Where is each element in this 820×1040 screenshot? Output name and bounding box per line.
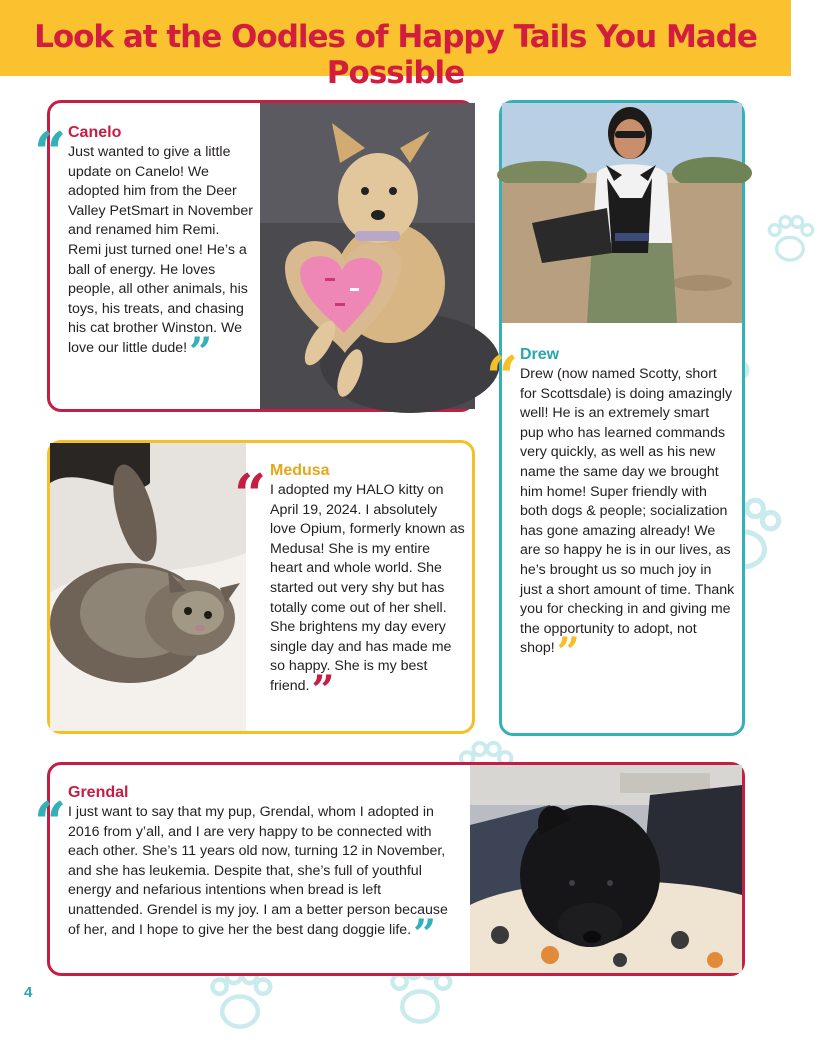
story-text: Just wanted to give a little update on Canelo! We adopted him from the Deer Valley PetSmart in November and renamed him Remi. Remi just turned one! He’s a ball of energy. He loves people, all other animals, his toys, his treats, and chasing his cat brother Winston. We love our little dude! xyxy=(68,144,254,356)
story-card-canelo xyxy=(34,100,475,412)
fluffy-cat-photo xyxy=(50,443,246,731)
close-quote-icon: ” xyxy=(413,910,437,958)
close-quote-icon: ” xyxy=(556,629,580,677)
close-quote-icon: ” xyxy=(311,666,335,714)
page-header xyxy=(0,0,791,91)
story-text: I just want to say that my pup, Grendal, whom I adopted in 2016 from y’all, and I are very happy to be connected with each other. She’s 11 years old now, turning 12 in November, and she has leukemia. Despite that, she’s full of youthful energy and nefarious intentions when bread is left unattended. Grendel is my joy. I am a better person because of her, and I hope to give her the best dang doggie life. xyxy=(68,804,448,938)
story-card-medusa xyxy=(47,440,475,734)
open-quote-icon: “ xyxy=(34,790,67,856)
page-number: 4 xyxy=(24,984,33,1001)
story-name: Drew xyxy=(520,346,560,363)
story-name: Canelo xyxy=(68,124,122,141)
open-quote-icon: “ xyxy=(486,344,519,410)
dog-with-heart-toy-photo xyxy=(260,103,475,409)
story-name: Grendal xyxy=(68,784,129,801)
page-title: Look at the Oodles of Happy Tails You Made Possible xyxy=(34,19,757,91)
black-dog-on-pillow-photo xyxy=(470,765,742,973)
story-card-drew xyxy=(486,100,745,736)
open-quote-icon: “ xyxy=(234,462,267,528)
story-name: Medusa xyxy=(270,462,330,479)
paw-print-icon xyxy=(760,210,820,270)
story-text: Drew (now named Scotty, short for Scottsdale) is doing amazingly well! He is an extremely smart pup who has learned commands very quickly, as well as his new name the same day we brought him home! Super friendly with both dogs & people; socialization has gone amazing already! We are so happy he is in our lives, as he’s brought us so much joy in just a short amount of time. Thank you for checking in and giving me the opportunity to adopt, not shop! xyxy=(520,366,735,657)
woman-with-black-puppy-photo xyxy=(502,103,742,323)
story-card-grendal xyxy=(34,762,745,976)
open-quote-icon: “ xyxy=(34,120,67,186)
story-text: I adopted my HALO kitty on April 19, 2024. I absolutely love Opium, formerly known as Medusa! She is my entire heart and whole world. She started out very shy but has totally come out of her shell. She brightens my day every single day and has made me so happy. She is my best friend. xyxy=(270,482,465,694)
close-quote-icon: ” xyxy=(189,328,213,376)
